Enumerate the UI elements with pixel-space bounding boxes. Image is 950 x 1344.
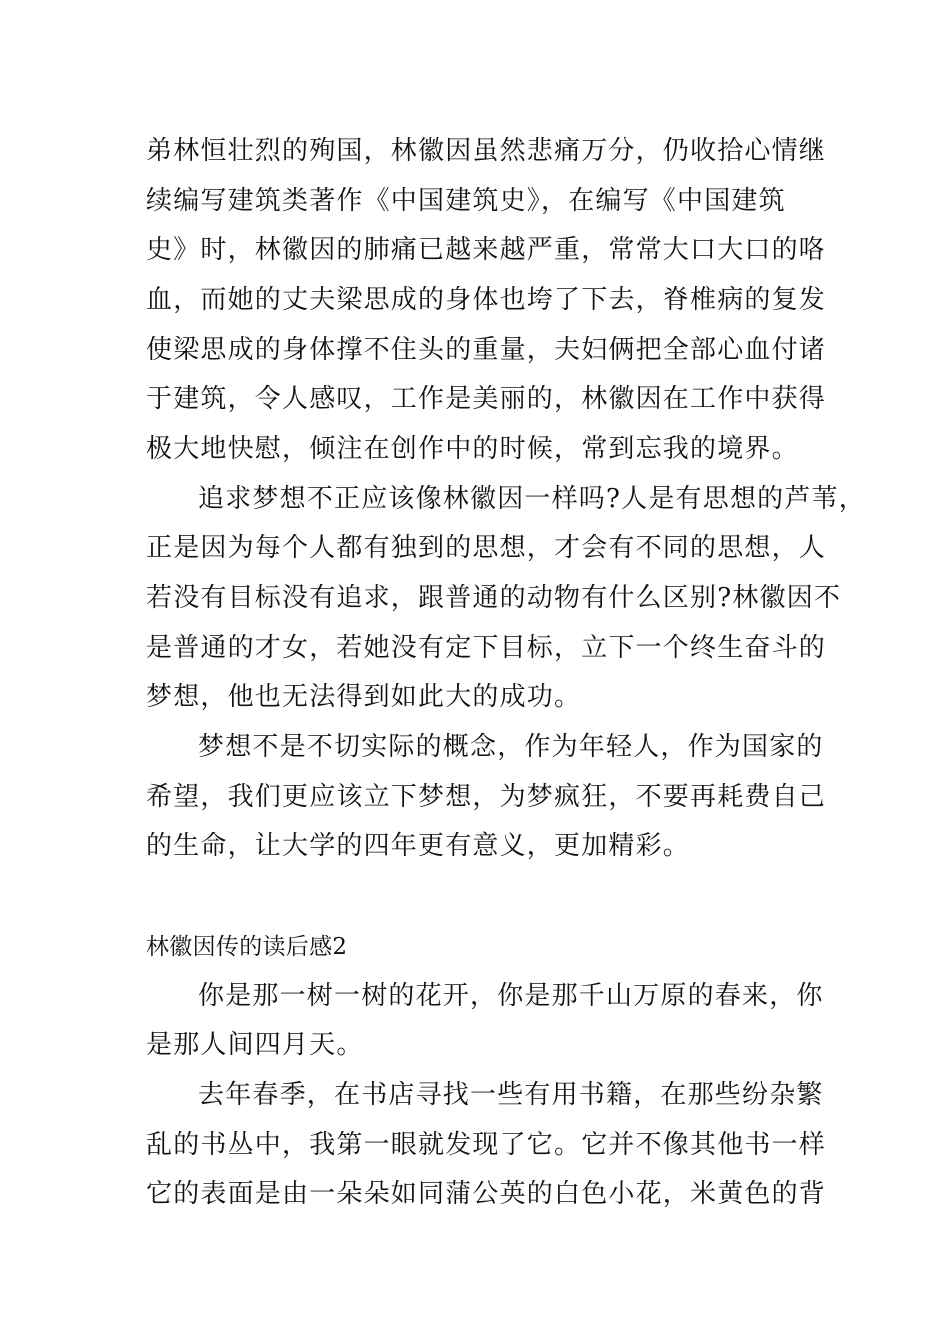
- text-line: 是普通的才女，若她没有定下目标，立下一个终生奋斗的: [146, 633, 827, 663]
- text-line: 于建筑，令人感叹，工作是美丽的，林徽因在工作中获得: [146, 384, 827, 414]
- text-line: 血，而她的丈夫梁思成的身体也垮了下去，脊椎病的复发: [146, 285, 827, 315]
- text-line: 的生命，让大学的四年更有意义，更加精彩。: [146, 831, 691, 861]
- text-line: 你是那一树一树的花开，你是那千山万原的春来，你: [198, 981, 824, 1011]
- text-line: 使梁思成的身体撑不住头的重量，夫妇俩把全部心血付诸: [146, 335, 827, 365]
- text-line: 梦想，他也无法得到如此大的成功。: [146, 682, 582, 712]
- text-line: 若没有目标没有追求，跟普通的动物有什么区别?林徽因不: [146, 583, 842, 613]
- text-line: 梦想不是不切实际的概念，作为年轻人，作为国家的: [198, 732, 824, 762]
- text-line: 极大地快慰，倾注在创作中的时候，常到忘我的境界。: [146, 434, 799, 464]
- text-line: 去年春季，在书店寻找一些有用书籍，在那些纷杂繁: [198, 1080, 824, 1110]
- text-line: 续编写建筑类著作《中国建筑史》，在编写《中国建筑: [146, 186, 786, 216]
- text-line: 它的表面是由一朵朵如同蒲公英的白色小花，米黄色的背: [146, 1179, 827, 1209]
- text-line: 弟林恒壮烈的殉国，林徽因虽然悲痛万分，仍收拾心情继: [146, 136, 827, 166]
- section-heading: 林徽因传的读后感2: [146, 934, 348, 960]
- text-line: 正是因为每个人都有独到的思想，才会有不同的思想，人: [146, 533, 827, 563]
- text-line: 追求梦想不正应该像林徽因一样吗?人是有思想的芦苇，: [198, 484, 866, 514]
- text-line: 乱的书丛中，我第一眼就发现了它。它并不像其他书一样: [146, 1130, 827, 1160]
- text-line: 史》时，林徽因的肺痛已越来越严重，常常大口大口的咯: [146, 235, 827, 265]
- text-line: 希望，我们更应该立下梦想，为梦疯狂，不要再耗费自己: [146, 782, 827, 812]
- text-line: 是那人间四月天。: [146, 1030, 364, 1060]
